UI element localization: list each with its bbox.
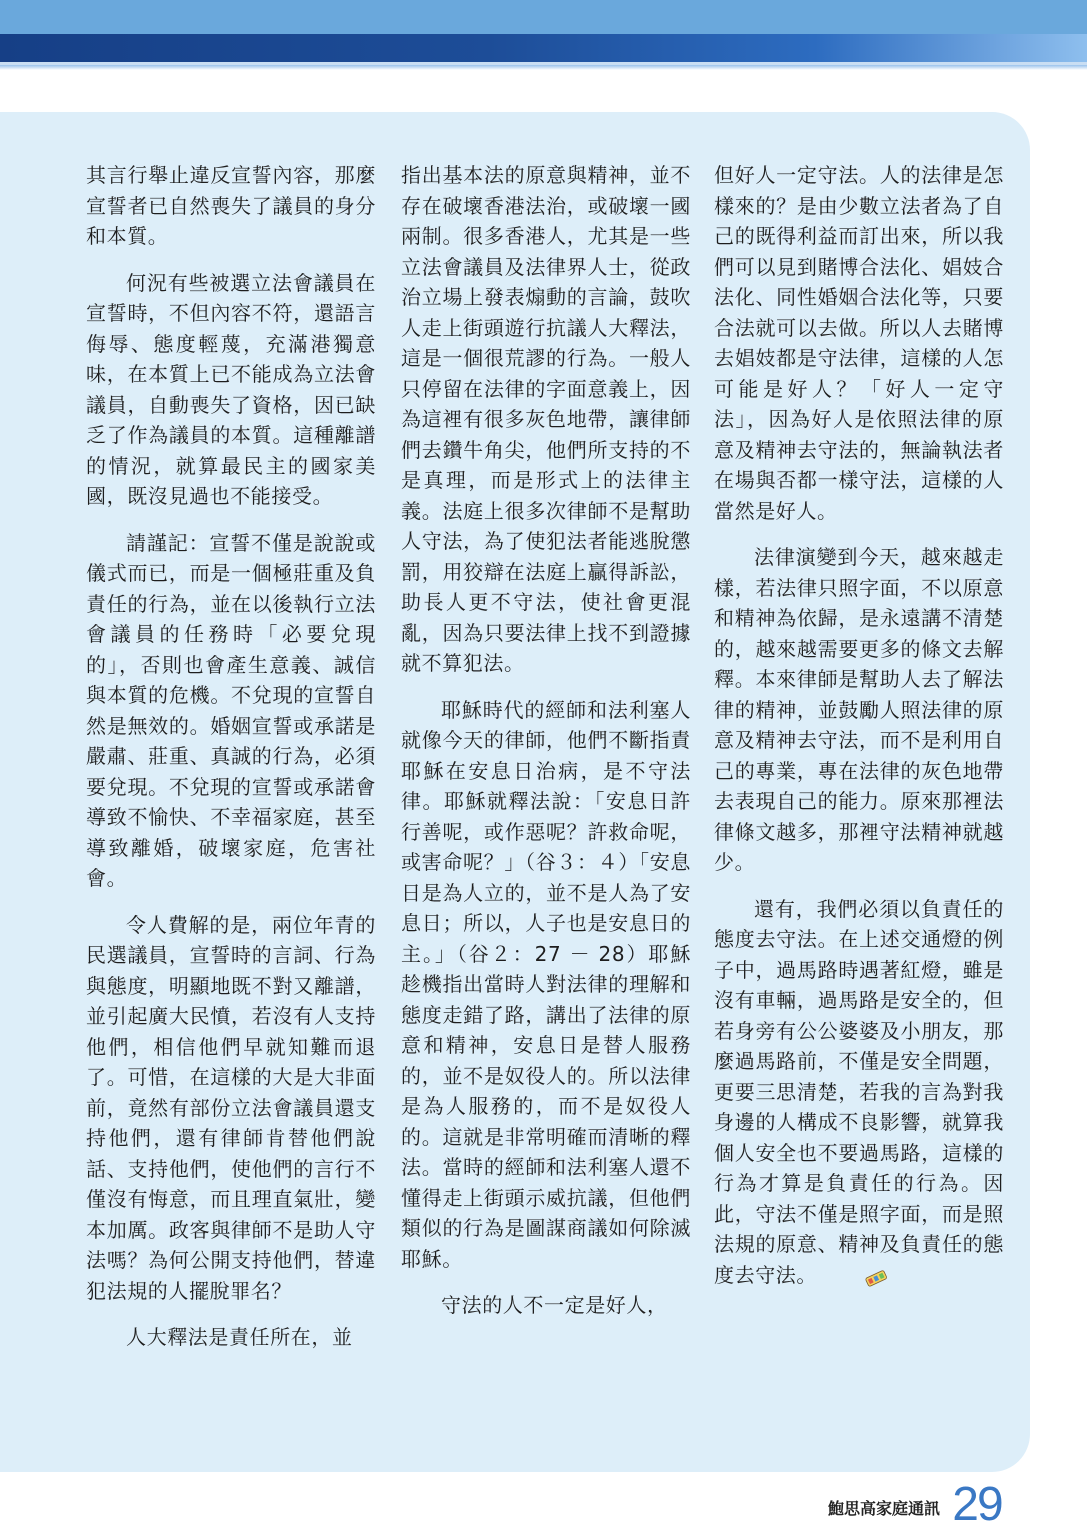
paragraph-text: 還有，我們必須以負責任的態度去守法。在上述交通燈的例子中，過馬路時遇著紅燈，雖是沒有車輛，過馬路是安全的，但若身旁有公公婆婆及小朋友，那麼過馬路前，不僅是安全問題，更要三思清楚，若我的言為對我身邊的人構成不良影響，就算我個人安全也不要過馬路，這樣的行為才算是負責任的行為。因此，守法不僅是照字面，而是照法規的原意、精神及負責任的態度去守法。 — [714, 896, 1004, 1287]
article-column-3 — [714, 160, 1004, 1306]
article-column-2 — [401, 160, 691, 1337]
header-banner — [0, 0, 1087, 70]
header-banner-rule — [0, 62, 1087, 65]
header-banner-stripe — [0, 34, 1087, 62]
paragraph: 其言行舉止違反宣誓內容，那麼宣誓者已自然喪失了議員的身分和本質。 — [86, 163, 376, 248]
paragraph-last — [714, 894, 1004, 1291]
page-number: 29 — [952, 1478, 1002, 1531]
paragraph: 何況有些被選立法會議員在宣誓時，不但內容不符，還語言侮辱、態度輕蔑，充滿港獨意味，在本質上已不能成為立法會議員，自動喪失了資格，因已缺乏了作為議員的本質。這種離譜的情況，就算最民主的國家美國，既沒見過也不能接受。 — [86, 270, 376, 508]
article-column-1 — [86, 160, 376, 1369]
paragraph: 耶穌時代的經師和法利塞人就像今天的律師，他們不斷指責耶穌在安息日治病，是不守法律。耶穌就釋法說：「安息日許行善呢，或作惡呢？許救命呢，或害命呢？」（谷３：４）「安息日是為人立的，並不是人為了安息日；所以，人子也是安息日的主。」（谷２：27 － 28）耶穌趁機指出當時人對法律的理解和態度走錯了路，講出了法律的原意和精神，安息日是替人服務的，並不是奴役人的。所以法律是為人服務的，而不是奴役人的。這就是非常明確而清晰的釋法。當時的經師和法利塞人還不懂得走上街頭示威抗議，但他們類似的行為是圖謀商議如何除滅耶穌。 — [401, 697, 691, 1271]
paragraph: 法律演變到今天，越來越走樣，若法律只照字面，不以原意和精神為依歸，是永遠講不清楚的，越來越需要更多的條文去解釋。本來律師是幫助人去了解法律的精神，並鼓勵人照法律的原意及精神去守法，而不是利用自己的專業，專在法律的灰色地帶去表現自己的能力。原來那裡法律條文越多，那裡守法精神就越少。 — [714, 545, 1004, 874]
paragraph: 守法的人不一定是好人， — [441, 1293, 668, 1317]
publication-title: 鮑思高家庭通訊 — [828, 1499, 941, 1518]
end-mark-icon — [823, 1266, 849, 1286]
paragraph: 但好人一定守法。人的法律是怎樣來的？是由少數立法者為了自己的既得利益而訂出來，所以我們可以見到賭博合法化、娼妓合法化、同性婚姻合法化等，只要合法就可以去做。所以人去賭博去娼妓都是守法律，這樣的人怎可能是好人？「好人一定守法」，因為好人是依照法律的原意及精神去守法的，無論執法者在場與否都一樣守法，這樣的人當然是好人。 — [714, 163, 1004, 523]
paragraph: 指出基本法的原意與精神，並不存在破壞香港法治，或破壞一國兩制。很多香港人，尤其是一些立法會議員及法律界人士，從政治立場上發表煽動的言論，鼓吹人走上街頭遊行抗議人大釋法，這是一個很荒謬的行為。一般人只停留在法律的字面意義上，因為這裡有很多灰色地帶，讓律師們去鑽牛角尖，他們所支持的不是真理，而是形式上的法律主義。法庭上很多次律師不是幫助人守法，為了使犯法者能逃脫懲罰，用狡辯在法庭上贏得訴訟，助長人更不守法，使社會更混亂，因為只要法律上找不到證據就不算犯法。 — [401, 163, 691, 675]
paragraph: 令人費解的是，兩位年青的民選議員，宣誓時的言詞、行為與態度，明顯地既不對又離譜，並引起廣大民憤，若沒有人支持他們，相信他們早就知難而退了。可惜，在這樣的大是大非面前，竟然有部份立法會議員還支持他們，還有律師肯替他們說話、支持他們，使他們的言行不僅沒有悔意，而且理直氣壯，變本加厲。政客與律師不是助人守法嗎？為何公開支持他們，替違犯法規的人擺脫罪名？ — [86, 912, 376, 1303]
paragraph: 請謹記：宣誓不僅是說說或儀式而已，而是一個極莊重及負責任的行為，並在以後執行立法會議員的任務時「必要兌現的」，否則也會產生意義、誠信與本質的危機。不兌現的宣誓自然是無效的。婚姻宣誓或承諾是嚴肅、莊重、真誠的行為，必須要兌現。不兌現的宣誓或承諾會導致不愉快、不幸福家庭，甚至導致離婚，破壞家庭，危害社會。 — [86, 530, 376, 890]
paragraph: 人大釋法是責任所在，並 — [126, 1325, 353, 1349]
